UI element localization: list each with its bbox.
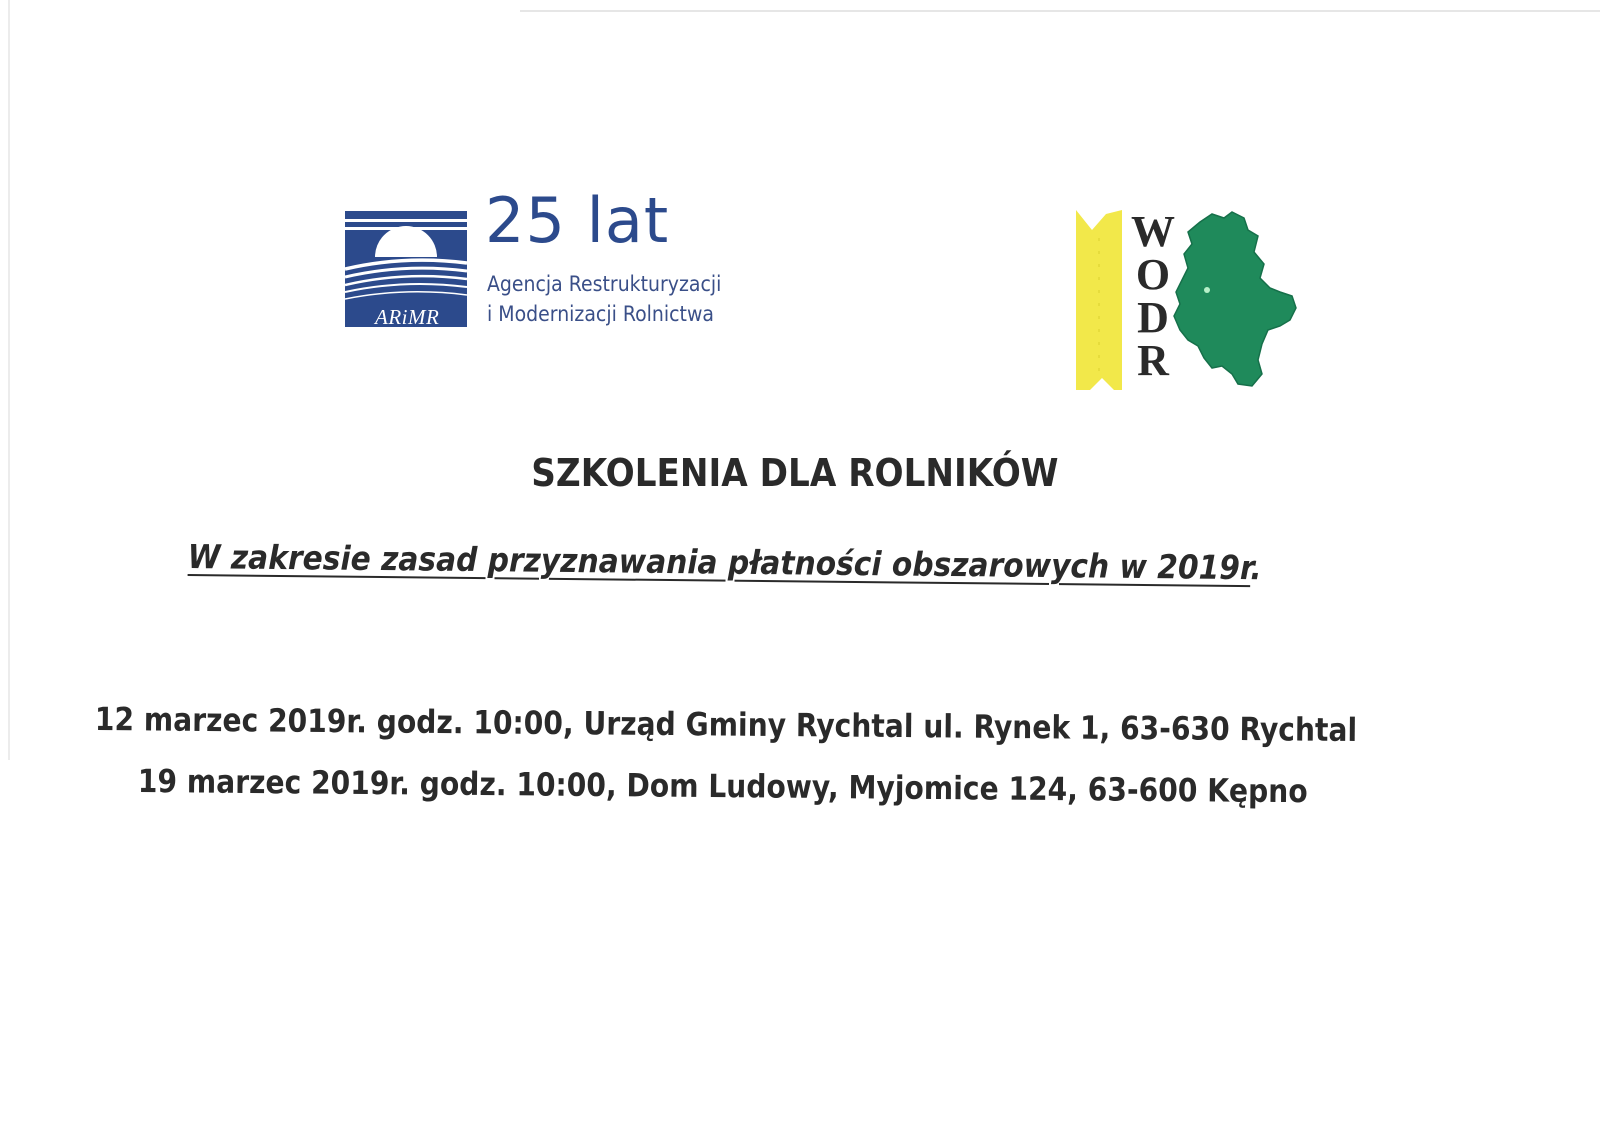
- wodr-letter: D: [1137, 293, 1169, 342]
- arimr-mark-icon: [345, 211, 467, 327]
- arimr-name-line-2: i Modernizacji Rolnictwa: [487, 302, 714, 326]
- arimr-mark-text: ARiMR: [375, 305, 440, 329]
- wodr-letter: O: [1135, 250, 1171, 299]
- page-title-text: SZKOLENIA DLA ROLNIKÓW: [531, 451, 1059, 495]
- wodr-letter: W: [1131, 207, 1175, 256]
- arimr-logo: [345, 184, 785, 346]
- wodr-logo: [1072, 208, 1322, 398]
- subtitle-text: W zakresie zasad przyznawania płatności obszarowych w 2019r: [187, 537, 1251, 588]
- subtitle: [188, 537, 1304, 588]
- scan-edge-top: [520, 10, 1600, 12]
- wodr-letters: [1128, 207, 1178, 385]
- wodr-map-icon: [1174, 212, 1296, 386]
- arimr-name-line-1: Agencja Restrukturyzacji: [487, 272, 722, 296]
- subtitle-trailing: .: [1250, 548, 1262, 588]
- wodr-letter: R: [1137, 336, 1169, 385]
- schedule-item: 12 marzec 2019r. godz. 10:00, Urząd Gminy Rychtal ul. Rynek 1, 63-630 Rychtal: [94, 700, 1358, 750]
- scan-edge-left: [8, 0, 10, 760]
- wodr-stripe-icon: [1076, 210, 1122, 390]
- arimr-years: 25 lat: [485, 184, 670, 257]
- page-title: [0, 451, 1600, 495]
- schedule-item: 19 marzec 2019r. godz. 10:00, Dom Ludowy, Myjomice 124, 63-600 Kępno: [137, 762, 1308, 811]
